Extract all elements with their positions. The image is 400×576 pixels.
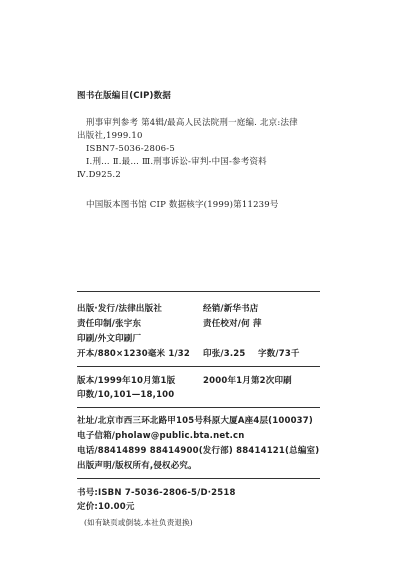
word-count: 字数/73千 [258,349,300,359]
print-editor: 责任印制/张宇东 [77,319,142,329]
print-run: 印数/10,101—18,100 [77,390,175,400]
sheets: 印张/3.25 [203,349,246,359]
distributor: 经销/新华书店 [203,304,259,314]
email: 电子信箱/pholaw@public.bta.net.cn [77,431,245,441]
printing: 2000年1月第2次印刷 [203,376,292,386]
address: 社址/北京市西三环北路甲105号科原大厦A座4层(100037) [77,416,313,426]
copyright-notice: 出版声明/版权所有,侵权必究。 [77,461,197,471]
book-number: 书号:ISBN 7-5036-2806-5/D·2518 [77,488,236,498]
proofreader: 责任校对/何 萍 [203,319,262,329]
phone: 电话/88414899 88414900(发行部) 88414121(总编室) [77,446,320,456]
cip-line-5: Ⅳ.D925.2 [77,170,121,180]
printer: 印刷/外文印刷厂 [77,334,142,344]
publisher: 出版·发行/法律出版社 [77,304,163,314]
cip-line-2: 出版社,1999.10 [77,131,143,141]
cip-isbn: ISBN7-5036-2806-5 [86,144,175,154]
price: 定价:10.00元 [77,502,135,512]
cip-csn: 中国版本图书馆 CIP 数据核字(1999)第11239号 [86,200,279,210]
return-notice: (如有缺页或倒装,本社负责退换) [84,518,193,527]
cip-line-1: 刑事审判参考 第4辑/最高人民法院刑一庭编. 北京:法律 [86,118,298,128]
format: 开本/880×1230毫米 1/32 [77,349,191,359]
divider [77,366,320,367]
divider [77,291,320,292]
cip-heading: 图书在版编目(CIP)数据 [77,91,172,101]
divider [77,407,320,408]
edition: 版本/1999年10月第1版 [77,376,176,386]
cip-line-4: Ⅰ.刑… Ⅱ.最… Ⅲ.刑事诉讼-审判-中国-参考资料 [86,157,267,167]
divider [77,478,320,479]
